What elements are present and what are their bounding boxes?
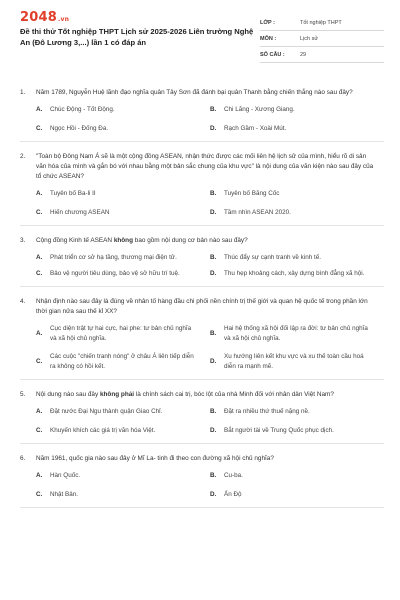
option-letter: A. <box>36 408 43 415</box>
answer-option-c[interactable] <box>36 352 210 371</box>
question-body <box>36 236 384 246</box>
info-row-subject <box>260 31 384 47</box>
answer-option-a[interactable] <box>36 189 210 199</box>
answer-options <box>36 471 384 499</box>
option-letter: A. <box>36 472 43 479</box>
site-logo[interactable] <box>20 10 258 25</box>
option-letter: D. <box>210 426 217 434</box>
option-letter: A. <box>36 329 43 337</box>
exam-info-box <box>260 15 384 63</box>
option-text: Thúc đẩy sự cạnh tranh về kinh tế. <box>224 254 321 261</box>
option-letter: B. <box>210 190 217 197</box>
option-text: Cu-ba. <box>224 472 243 479</box>
question-text-before: Nội dung nào sau đây <box>36 391 100 398</box>
answer-option-b[interactable] <box>210 105 384 115</box>
question-body: Năm 1789, Nguyễn Huệ lãnh đạo nghĩa quân Tây Sơn đã đánh bại quân Thanh bằng chiến thắng nào sau đây? <box>36 89 353 96</box>
question-text <box>20 297 384 317</box>
question-3 <box>20 236 384 287</box>
option-text: Các cuộc "chiến tranh nóng" ở châu Á liên tiếp diễn ra không có hồi kết. <box>50 353 194 370</box>
option-text: Đặt nước Đại Ngu thành quận Giao Chỉ. <box>50 408 163 415</box>
option-text: Ngọc Hồi - Đống Đa. <box>50 124 109 132</box>
question-number: 6. <box>20 455 26 462</box>
option-text: Cục diện trật tự hai cực, hai phe: tư bản chủ nghĩa và xã hội chủ nghĩa. <box>50 325 192 342</box>
option-letter: C. <box>36 426 43 434</box>
answer-option-d[interactable] <box>210 269 384 279</box>
option-letter: A. <box>36 254 43 261</box>
info-label: LỚP : <box>260 19 275 26</box>
option-letter: A. <box>36 106 43 113</box>
option-letter: C. <box>36 208 43 216</box>
question-text <box>20 390 384 400</box>
question-text <box>20 152 384 182</box>
option-letter: A. <box>36 190 43 197</box>
option-letter: C. <box>36 124 43 132</box>
logo-suffix: .vn <box>57 16 70 23</box>
answer-option-a[interactable] <box>36 407 210 417</box>
answer-option-b[interactable] <box>210 253 384 263</box>
answer-option-c[interactable] <box>36 208 210 218</box>
question-6 <box>20 454 384 508</box>
option-text: Thu hẹp khoảng cách, xây dựng bình đẳng xã hội. <box>224 269 365 277</box>
answer-option-d[interactable] <box>210 124 384 134</box>
answer-option-a[interactable] <box>36 471 210 481</box>
option-letter: D. <box>210 357 217 365</box>
option-text: Phát triển cơ sở hạ tầng, thương mại điện tử. <box>50 254 177 261</box>
info-value: Lịch sử <box>300 35 319 42</box>
option-text: Khuyến khích các giá trị văn hóa Việt. <box>50 426 156 434</box>
option-text: Chi Lăng - Xương Giang. <box>224 106 295 113</box>
option-letter: D. <box>210 208 217 216</box>
option-letter: B. <box>210 254 217 261</box>
question-number: 3. <box>20 237 26 244</box>
question-list <box>20 88 384 508</box>
question-text <box>20 454 384 464</box>
answer-option-c[interactable] <box>36 124 210 134</box>
answer-options <box>36 105 384 133</box>
header-left <box>20 10 258 48</box>
option-letter: B. <box>210 329 217 337</box>
logo-main: 2048 <box>20 10 57 25</box>
info-label: MÔN : <box>260 35 277 42</box>
option-text: Chúc Động - Tốt Động. <box>50 106 115 113</box>
option-letter: C. <box>36 269 43 277</box>
option-text: Hai hệ thống xã hội đối lập ra đời: tư bản chủ nghĩa và xã hội chủ nghĩa. <box>224 325 368 342</box>
question-number: 4. <box>20 298 26 305</box>
info-label: SỐ CÂU : <box>260 51 285 58</box>
answer-option-b[interactable] <box>210 471 384 481</box>
option-text: Tầm nhìn ASEAN 2020. <box>224 208 291 216</box>
question-2 <box>20 152 384 226</box>
option-text: Rạch Gầm - Xoài Mút. <box>224 124 287 132</box>
question-number: 5. <box>20 391 26 398</box>
answer-options <box>36 189 384 217</box>
option-text: Xu hướng liên kết khu vực và xu thế toàn cầu hoá diễn ra mạnh mẽ. <box>224 353 364 370</box>
answer-option-d[interactable] <box>210 426 384 436</box>
question-text-after: bao gồm nội dung cơ bản nào sau đây? <box>132 237 248 244</box>
answer-option-c[interactable] <box>36 490 210 500</box>
question-5 <box>20 390 384 444</box>
question-number: 2. <box>20 153 26 160</box>
question-text-emphasis: không <box>113 237 133 244</box>
question-body: Nhận định nào sau đây là đúng về nhân tố hàng đầu chi phối nền chính trị thế giới và quan hệ quốc tế trong phần lớn thời gian nửa sau thế kỉ XX? <box>36 298 368 315</box>
option-text: Tuyên bố Băng Cốc <box>224 190 280 197</box>
info-value: Tốt nghiệp THPT <box>300 19 342 26</box>
option-letter: C. <box>36 490 43 498</box>
answer-option-d[interactable] <box>210 352 384 371</box>
answer-option-a[interactable] <box>36 324 210 343</box>
question-1 <box>20 88 384 142</box>
question-text-after: là chính sách cai trị, bóc lột của nhà Minh đối với nhân dân Việt Nam? <box>134 391 334 398</box>
answer-option-a[interactable] <box>36 253 210 263</box>
answer-option-a[interactable] <box>36 105 210 115</box>
exam-title: Đề thi thử Tốt nghiệp THPT Lịch sử 2025-2026 Liên trường Nghệ An (Đô Lương 3,...) lần 1 có đáp án <box>20 27 254 47</box>
answer-option-c[interactable] <box>36 426 210 436</box>
answer-option-b[interactable] <box>210 189 384 199</box>
question-4 <box>20 297 384 380</box>
question-body: "Toàn bộ Đông Nam Á sẽ là một cộng đồng ASEAN, nhận thức được các mối liên hệ lịch sử của mình, hiểu rõ di sản văn hóa của mình và gắn bó với nhau bằng một bản sắc chung của khu vực" là nội dung của văn kiện nào sau đây của tổ chức ASEAN? <box>36 153 374 180</box>
question-body: Năm 1961, quốc gia nào sau đây ở Mĩ La- tinh đi theo con đường xã hội chủ nghĩa? <box>36 455 274 462</box>
option-text: Hiến chương ASEAN <box>50 208 110 216</box>
info-value: 29 <box>300 51 307 58</box>
answer-options <box>36 407 384 435</box>
info-row-class <box>260 15 384 31</box>
option-text: Bắt người tài về Trung Quốc phục dịch. <box>224 426 334 434</box>
option-letter: B. <box>210 408 217 415</box>
option-letter: D. <box>210 124 217 132</box>
option-text: Ấn Độ <box>224 490 242 498</box>
question-body <box>36 390 384 400</box>
answer-option-d[interactable] <box>210 490 384 500</box>
option-letter: B. <box>210 472 217 479</box>
option-text: Tuyên bố Ba-li II <box>50 190 96 197</box>
question-text <box>20 236 384 246</box>
answer-option-b[interactable] <box>210 324 384 343</box>
option-text: Bảo vệ người tiêu dùng, bảo vệ sở hữu trí tuệ. <box>50 269 180 277</box>
option-text: Đặt ra nhiều thứ thuế nặng nề. <box>224 408 310 415</box>
option-letter: D. <box>210 269 217 277</box>
option-text: Nhật Bản. <box>50 490 79 498</box>
option-letter: C. <box>36 357 43 365</box>
question-text-before: Cộng đồng Kinh tế ASEAN <box>36 237 114 244</box>
info-row-count <box>260 47 384 63</box>
page-header <box>20 10 384 74</box>
option-letter: D. <box>210 490 217 498</box>
answer-options <box>36 253 384 278</box>
answer-options <box>36 324 384 371</box>
answer-option-c[interactable] <box>36 269 210 279</box>
question-text <box>20 88 384 98</box>
option-text: Hàn Quốc. <box>50 472 81 479</box>
answer-option-d[interactable] <box>210 208 384 218</box>
question-text-emphasis: không phải <box>99 391 135 398</box>
question-number: 1. <box>20 89 26 96</box>
answer-option-b[interactable] <box>210 407 384 417</box>
option-letter: B. <box>210 106 217 113</box>
